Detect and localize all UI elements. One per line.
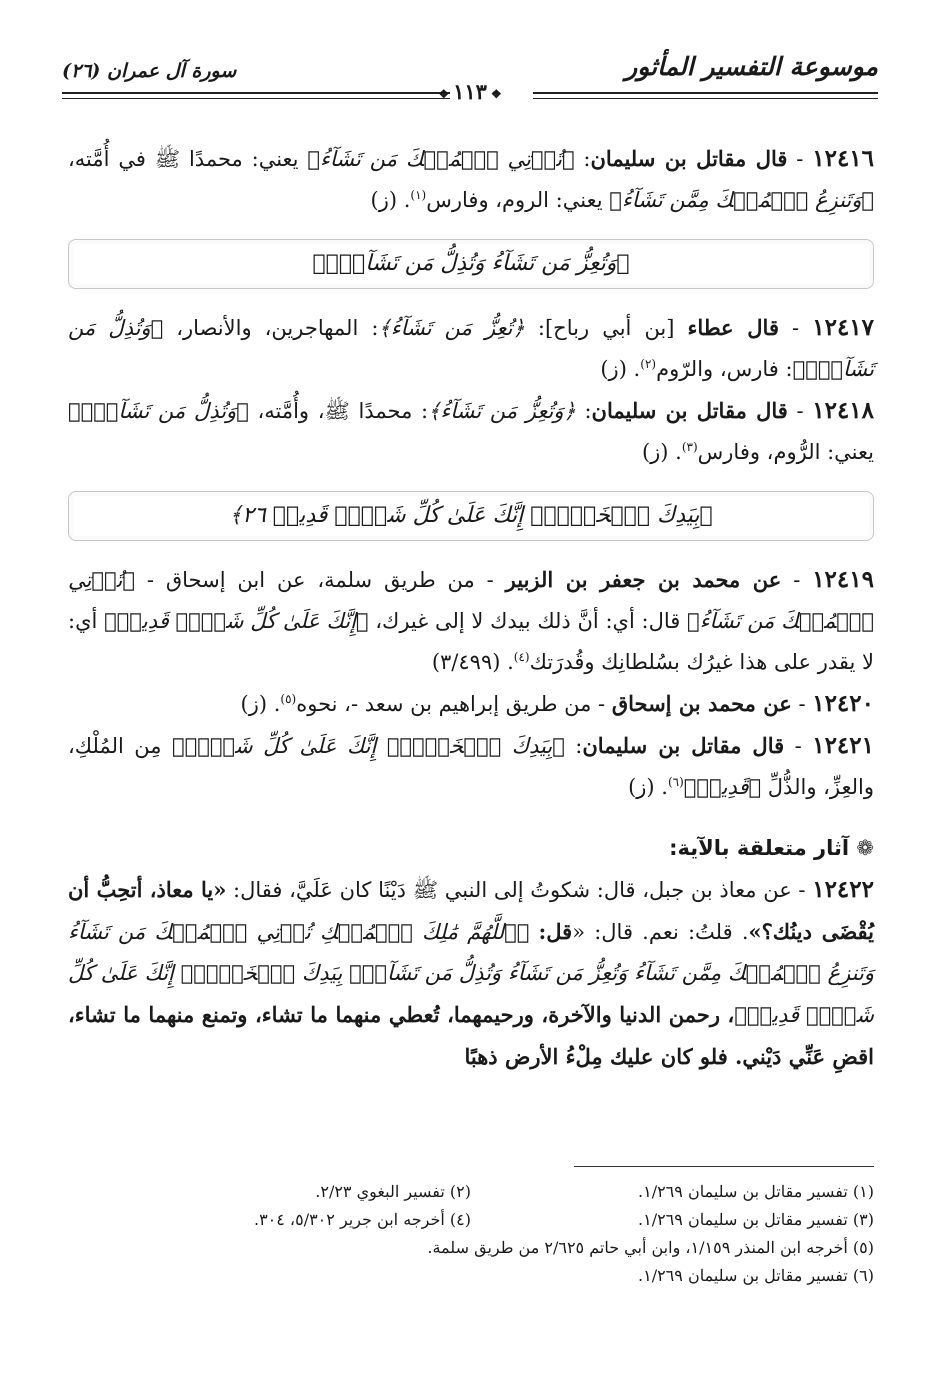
verse-heading-box [68, 491, 874, 541]
page-number-wrap [434, 79, 505, 104]
quran-quote: ﴿وَتَنزِعُ ٱلۡمُلۡكَ مِمَّن تَشَآءُ﴾ [609, 188, 874, 212]
entry-number: ١٢٤١٩ [812, 566, 874, 593]
surah-label: سورة آل عمران (٢٦) [62, 60, 237, 82]
entry-number: ١٢٤١٨ [812, 397, 875, 424]
main-text [68, 138, 874, 1078]
header-rule-right [533, 92, 878, 99]
header-rule-left [62, 92, 450, 99]
entry-12418: ١٢٤١٨ - قال مقاتل بن سليمان: ﴿وَتُعِزُّ مَن تَشَآءُ﴾: محمدًا ﷺ، وأُمَّته، ﴿وَتُذِلُّ مَن تَشَآءُۖ﴾ يعني: الرُّوم، وفارس$^{(٣)}$. (ز) [68, 397, 875, 464]
narrator: قال مقاتل بن سليمان [591, 398, 788, 423]
entry-text: : محمدًا ﷺ، وأُمَّته، [248, 399, 429, 423]
entry-text: : المهاجرين، والأنصار، [163, 316, 379, 340]
entry-12419: ١٢٤١٩ - عن محمد بن جعفر بن الزبير - من طريق سلمة، عن ابن إسحاق - ﴿تُؤۡتِي ٱلۡمُلۡكَ مَن تَشَآءُ﴾ قال: أي: أنَّ ذلك بيدك لا إلى غيرك، ﴿إِنَّكَ عَلَىٰ كُلِّ شَيۡءٖ قَدِيرٞ﴾ أي: لا يقدر على هذا غيرُك بسُلطانِك وقُدرَتك$^{(٤)}$. (٣/٤٩٩) [68, 566, 875, 674]
entry-text: أي: لا يقدر على هذا غيرُك بسُلطانِك وقُدرَتك [68, 609, 874, 674]
entry-text: - عن معاذ بن جبل، قال: شكوتُ إلى النبي ﷺ دَيْنًا كان عَلَيَّ، فقال: [226, 878, 813, 902]
entry-text: مِن المُلْكِ، والعِزِّ، والذُّلِّ [68, 734, 874, 799]
entry-12420: ١٢٤٢٠ - عن محمد بن إسحاق - من طريق إبراهيم بن سعد -، نحوه$^{(٥)}$. (ز) [240, 690, 874, 717]
narrator: قال مقاتل بن سليمان [582, 733, 785, 758]
narrator: عن محمد بن إسحاق [611, 691, 792, 716]
quran-quote: ﴿إِنَّكَ عَلَىٰ كُلِّ شَيۡءٖ قَدِيرٞ﴾ [104, 609, 369, 633]
entry-tail: . (ز) [370, 188, 411, 212]
entry-text: - من طريق سلمة، عن ابن إسحاق - [135, 568, 506, 592]
entry-text: يعني: الرُّوم، وفارس [697, 440, 874, 464]
footnote-3: (٣) تفسير مقاتل بن سليمان ١/٢٦٩. [638, 1210, 874, 1229]
section-heading [68, 828, 874, 869]
footnote-row [68, 1262, 874, 1290]
entry-number: ١٢٤١٦ [812, 145, 875, 172]
hadith-quote: «يا معاذ، أتحِبُّ أن يُقْضَى دينُك؟» [68, 877, 874, 944]
entry-tail: . (٣/٤٩٩) [431, 650, 514, 674]
footnote-2: (٢) تفسير البغوي ٢/٢٣. [315, 1182, 471, 1201]
verse-text: ﴿وَتُعِزُّ مَن تَشَآءُ وَتُذِلُّ مَن تَشَآءُۖ﴾ [312, 251, 630, 276]
entry-tail: . (ز) [628, 775, 668, 799]
footnote-row [68, 1178, 874, 1206]
entry-number: ١٢٤٢١ [812, 732, 874, 759]
quran-quote: ﴿وَتُذِلُّ مَن تَشَآءُۖ﴾ [68, 399, 249, 423]
footnote-1: (١) تفسير مقاتل بن سليمان ١/٢٦٩. [638, 1182, 874, 1201]
footnote-ref: (٦) [667, 775, 684, 789]
footnote-4: (٤) أخرجه ابن جرير ٥/٣٠٢، ٣٠٤. [253, 1210, 471, 1229]
footnote-ref: (٤) [513, 650, 530, 664]
verse-heading-box [68, 239, 874, 289]
footnote-5: (٥) أخرجه ابن المنذر ١/١٥٩، وابن أبي حاتم ٢/٦٢٥ من طريق سلمة. [427, 1238, 874, 1257]
footnote-ref: (١) [410, 188, 427, 202]
narrator: عن محمد بن جعفر بن الزبير [505, 567, 782, 592]
entry-number: ١٢٤٢٢ [812, 876, 874, 903]
quran-quote: ﴿وَتُعِزُّ مَن تَشَآءُ﴾ [428, 399, 576, 423]
ornament-icon: ❖ [438, 86, 450, 101]
narrator: قال مقاتل بن سليمان [590, 146, 788, 171]
entry-text: يعني: محمدًا ﷺ في أُمَّته، [68, 147, 308, 171]
footnote-ref: (٢) [640, 357, 657, 371]
footnote-separator [574, 1166, 874, 1167]
entry-number: ١٢٤١٧ [812, 314, 875, 341]
section-title: آثار متعلقة بالآية: [669, 836, 850, 860]
ornament-icon: ❖ [490, 86, 502, 101]
entry-12422 [68, 869, 874, 1078]
hadith-quote: قل: [538, 919, 573, 944]
entry-number: ١٢٤٢٠ [812, 690, 874, 717]
entry-text: [بن أبي رباح]: [524, 316, 688, 340]
entry-text: - من طريق إبراهيم بن سعد -، نحوه [296, 692, 612, 716]
footnote-ref: (٥) [280, 692, 297, 706]
entry-12417: ١٢٤١٧ - قال عطاء [بن أبي رباح]: ﴿تُعِزُّ مَن تَشَآءُ﴾: المهاجرين، والأنصار، ﴿وَتُذِلُّ مَن تَشَآءُۖ﴾: فارس، والرّوم$^{(٢)}$. (ز) [68, 314, 875, 381]
running-header [62, 52, 878, 104]
entry-text: يعني: الروم، وفارس [426, 188, 610, 212]
entry-tail: . (ز) [641, 440, 682, 464]
quran-quote: ﴿تُؤۡتِي ٱلۡمُلۡكَ مَن تَشَآءُ﴾ [307, 147, 575, 171]
footnote-row [68, 1234, 874, 1262]
entry-text: قال: أي: أنَّ ذلك بيدك لا إلى غيرك، [368, 609, 688, 633]
entry-text: : فارس، والرّوم [656, 357, 793, 381]
book-title: موسوعة التفسير المأثور [625, 52, 878, 81]
quran-quote: ﴿تُؤۡتِي ٱلۡمُلۡكَ مَن تَشَآءُ﴾ [68, 568, 875, 633]
entry-12416: ١٢٤١٦ - قال مقاتل بن سليمان: ﴿تُؤۡتِي ٱلۡمُلۡكَ مَن تَشَآءُ﴾ يعني: محمدًا ﷺ في أُمَّته، ﴿وَتَنزِعُ ٱلۡمُلۡكَ مِمَّن تَشَآءُ﴾ يعني: الروم، وفارس$^{(١)}$. (ز) [68, 145, 875, 212]
quran-quote: ﴿ٱللَّهُمَّ مَٰلِكَ ٱلۡمُلۡكِ تُؤۡتِي ٱلۡمُلۡكَ مَن تَشَآءُ وَتَنزِعُ ٱلۡمُلۡكَ مِمَّن تَشَآءُ وَتُعِزُّ مَن تَشَآءُ وَتُذِلُّ مَن تَشَآءُۖ بِيَدِكَ ٱلۡخَيۡرُۖ إِنَّكَ عَلَىٰ كُلِّ شَيۡءٖ قَدِيرٞ﴾ [68, 920, 874, 1027]
page-number: ١١٣ [453, 79, 487, 104]
flower-icon: ❁ [856, 836, 874, 860]
footnotes [68, 1178, 874, 1290]
footnote-ref: (٣) [681, 440, 698, 454]
quran-quote: ﴿بِيَدِكَ ٱلۡخَيۡرُۖ إِنَّكَ عَلَىٰ كُلِّ شَيۡءٖ﴾ [172, 734, 565, 758]
verse-text: ﴿بِيَدِكَ ٱلۡخَيۡرُۖ إِنَّكَ عَلَىٰ كُلِّ شَيۡءٖ قَدِيرٞ ٢٦﴾ [229, 503, 713, 528]
hadith-quote: ، رحمن الدنيا والآخرة، ورحيمهما، تُعطي منهما ما تشاء، وتمنع منهما ما تشاء، اقضِ عَنِّي دَيْني. فلو كان عليك مِلْءُ الأرض ذهبًا [68, 1002, 874, 1069]
footnote-6: (٦) تفسير مقاتل بن سليمان ١/٢٦٩. [638, 1266, 874, 1285]
footnote-row [68, 1206, 874, 1234]
entry-12421: ١٢٤٢١ - قال مقاتل بن سليمان: ﴿بِيَدِكَ ٱلۡخَيۡرُۖ إِنَّكَ عَلَىٰ كُلِّ شَيۡءٖ﴾ مِن المُلْكِ، والعِزِّ، والذُّلِّ ﴿قَدِيرٞ﴾$^{(٦)}$. (ز) [68, 732, 874, 799]
entry-tail: . (ز) [240, 692, 281, 716]
narrator: قال عطاء [687, 315, 779, 340]
quran-quote: ﴿تُعِزُّ مَن تَشَآءُ﴾ [378, 316, 525, 340]
entry-tail: . (ز) [600, 357, 641, 381]
entry-text: . قلتُ: نعم. قال: « [572, 920, 749, 944]
quran-quote: ﴿قَدِيرٞ﴾ [683, 775, 762, 799]
quran-quote: ﴿وَتُذِلُّ مَن تَشَآءُۖ﴾ [68, 316, 874, 381]
